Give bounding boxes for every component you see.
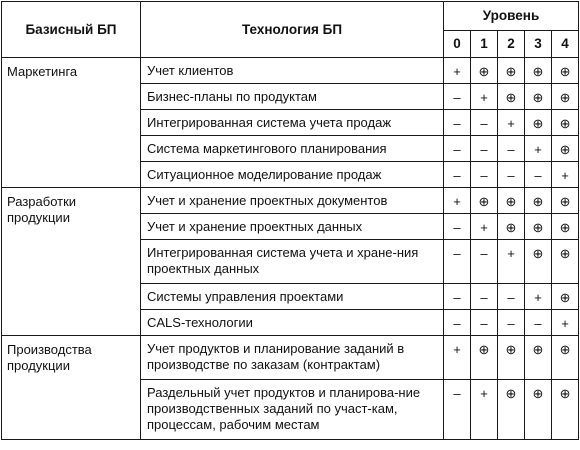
level-1-mark: – <box>471 284 498 310</box>
level-2-mark: + <box>498 110 525 136</box>
level-1-mark: ⊕ <box>471 188 498 214</box>
level-3-mark: – <box>525 310 552 336</box>
level-1-mark: ⊕ <box>471 58 498 84</box>
level-2-mark: – <box>498 162 525 188</box>
level-1-mark: – <box>471 240 498 284</box>
level-2-mark: ⊕ <box>498 188 525 214</box>
technology-name: CALS-технологии <box>141 310 444 336</box>
level-4-mark: ⊕ <box>552 110 579 136</box>
level-3-mark: ⊕ <box>525 214 552 240</box>
level-0-mark: – <box>444 110 471 136</box>
table-row <box>2 188 579 214</box>
base-bp-category: Маркетинга <box>2 58 141 188</box>
level-1-mark: – <box>471 136 498 162</box>
level-2-mark: + <box>498 240 525 284</box>
level-2-mark: ⊕ <box>498 84 525 110</box>
level-2-mark: – <box>498 136 525 162</box>
technology-name: Интегрированная система учета и хране-ния проектных данных <box>141 240 444 284</box>
base-bp-category: Разработки продукции <box>2 188 141 336</box>
level-2-mark: ⊕ <box>498 58 525 84</box>
technology-name: Системы управления проектами <box>141 284 444 310</box>
level-0-mark: – <box>444 214 471 240</box>
table-row <box>2 336 579 380</box>
level-0-mark: + <box>444 58 471 84</box>
level-1-mark: + <box>471 214 498 240</box>
level-1-header: 1 <box>471 31 498 58</box>
level-1-mark: – <box>471 310 498 336</box>
level-3-mark: + <box>525 284 552 310</box>
level-4-mark: ⊕ <box>552 284 579 310</box>
technology-name: Бизнес-планы по продуктам <box>141 84 444 110</box>
level-0-mark: – <box>444 240 471 284</box>
level-4-mark: ⊕ <box>552 188 579 214</box>
level-1-mark: + <box>471 84 498 110</box>
level-1-mark: ⊕ <box>471 336 498 380</box>
level-0-mark: + <box>444 336 471 380</box>
level-2-mark: – <box>498 310 525 336</box>
level-3-mark: ⊕ <box>525 380 552 440</box>
level-0-mark: – <box>444 310 471 336</box>
level-2-mark: – <box>498 284 525 310</box>
level-4-mark: ⊕ <box>552 336 579 380</box>
base-bp-category: Производства продукции <box>2 336 141 440</box>
level-1-mark: – <box>471 162 498 188</box>
level-3-mark: ⊕ <box>525 188 552 214</box>
level-4-mark: ⊕ <box>552 214 579 240</box>
level-4-mark: ⊕ <box>552 136 579 162</box>
level-4-mark: ⊕ <box>552 58 579 84</box>
level-0-header: 0 <box>444 31 471 58</box>
level-0-mark: – <box>444 162 471 188</box>
level-2-mark: ⊕ <box>498 214 525 240</box>
header-level: Уровень <box>444 2 579 31</box>
level-0-mark: – <box>444 136 471 162</box>
level-0-mark: – <box>444 380 471 440</box>
header-technology-bp: Технология БП <box>141 2 444 58</box>
level-3-mark: – <box>525 162 552 188</box>
level-0-mark: + <box>444 188 471 214</box>
level-4-mark: + <box>552 310 579 336</box>
table-row <box>2 58 579 84</box>
technology-name: Ситуационное моделирование продаж <box>141 162 444 188</box>
level-2-mark: ⊕ <box>498 380 525 440</box>
level-3-mark: + <box>525 136 552 162</box>
level-3-mark: ⊕ <box>525 84 552 110</box>
level-4-mark: ⊕ <box>552 380 579 440</box>
technology-name: Учет продуктов и планирование заданий в производстве по заказам (контрактам) <box>141 336 444 380</box>
level-3-mark: ⊕ <box>525 58 552 84</box>
technology-name: Учет клиентов <box>141 58 444 84</box>
table-body <box>2 58 579 440</box>
level-0-mark: – <box>444 84 471 110</box>
level-3-mark: ⊕ <box>525 110 552 136</box>
technology-name: Учет и хранение проектных документов <box>141 188 444 214</box>
level-2-mark: ⊕ <box>498 336 525 380</box>
level-3-header: 3 <box>525 31 552 58</box>
level-4-header: 4 <box>552 31 579 58</box>
level-4-mark: + <box>552 162 579 188</box>
level-4-mark: ⊕ <box>552 84 579 110</box>
technology-name: Система маркетингового планирования <box>141 136 444 162</box>
level-2-header: 2 <box>498 31 525 58</box>
level-4-mark: ⊕ <box>552 240 579 284</box>
level-3-mark: ⊕ <box>525 240 552 284</box>
level-1-mark: + <box>471 380 498 440</box>
technology-name: Учет и хранение проектных данных <box>141 214 444 240</box>
technology-name: Интегрированная система учета продаж <box>141 110 444 136</box>
header-base-bp: Базисный БП <box>2 2 141 58</box>
technology-name: Раздельный учет продуктов и планирова-ние производственных заданий по участ-кам, процессам, рабочим местам <box>141 380 444 440</box>
level-1-mark: – <box>471 110 498 136</box>
level-0-mark: – <box>444 284 471 310</box>
level-3-mark: ⊕ <box>525 336 552 380</box>
technology-levels-table <box>1 1 579 440</box>
